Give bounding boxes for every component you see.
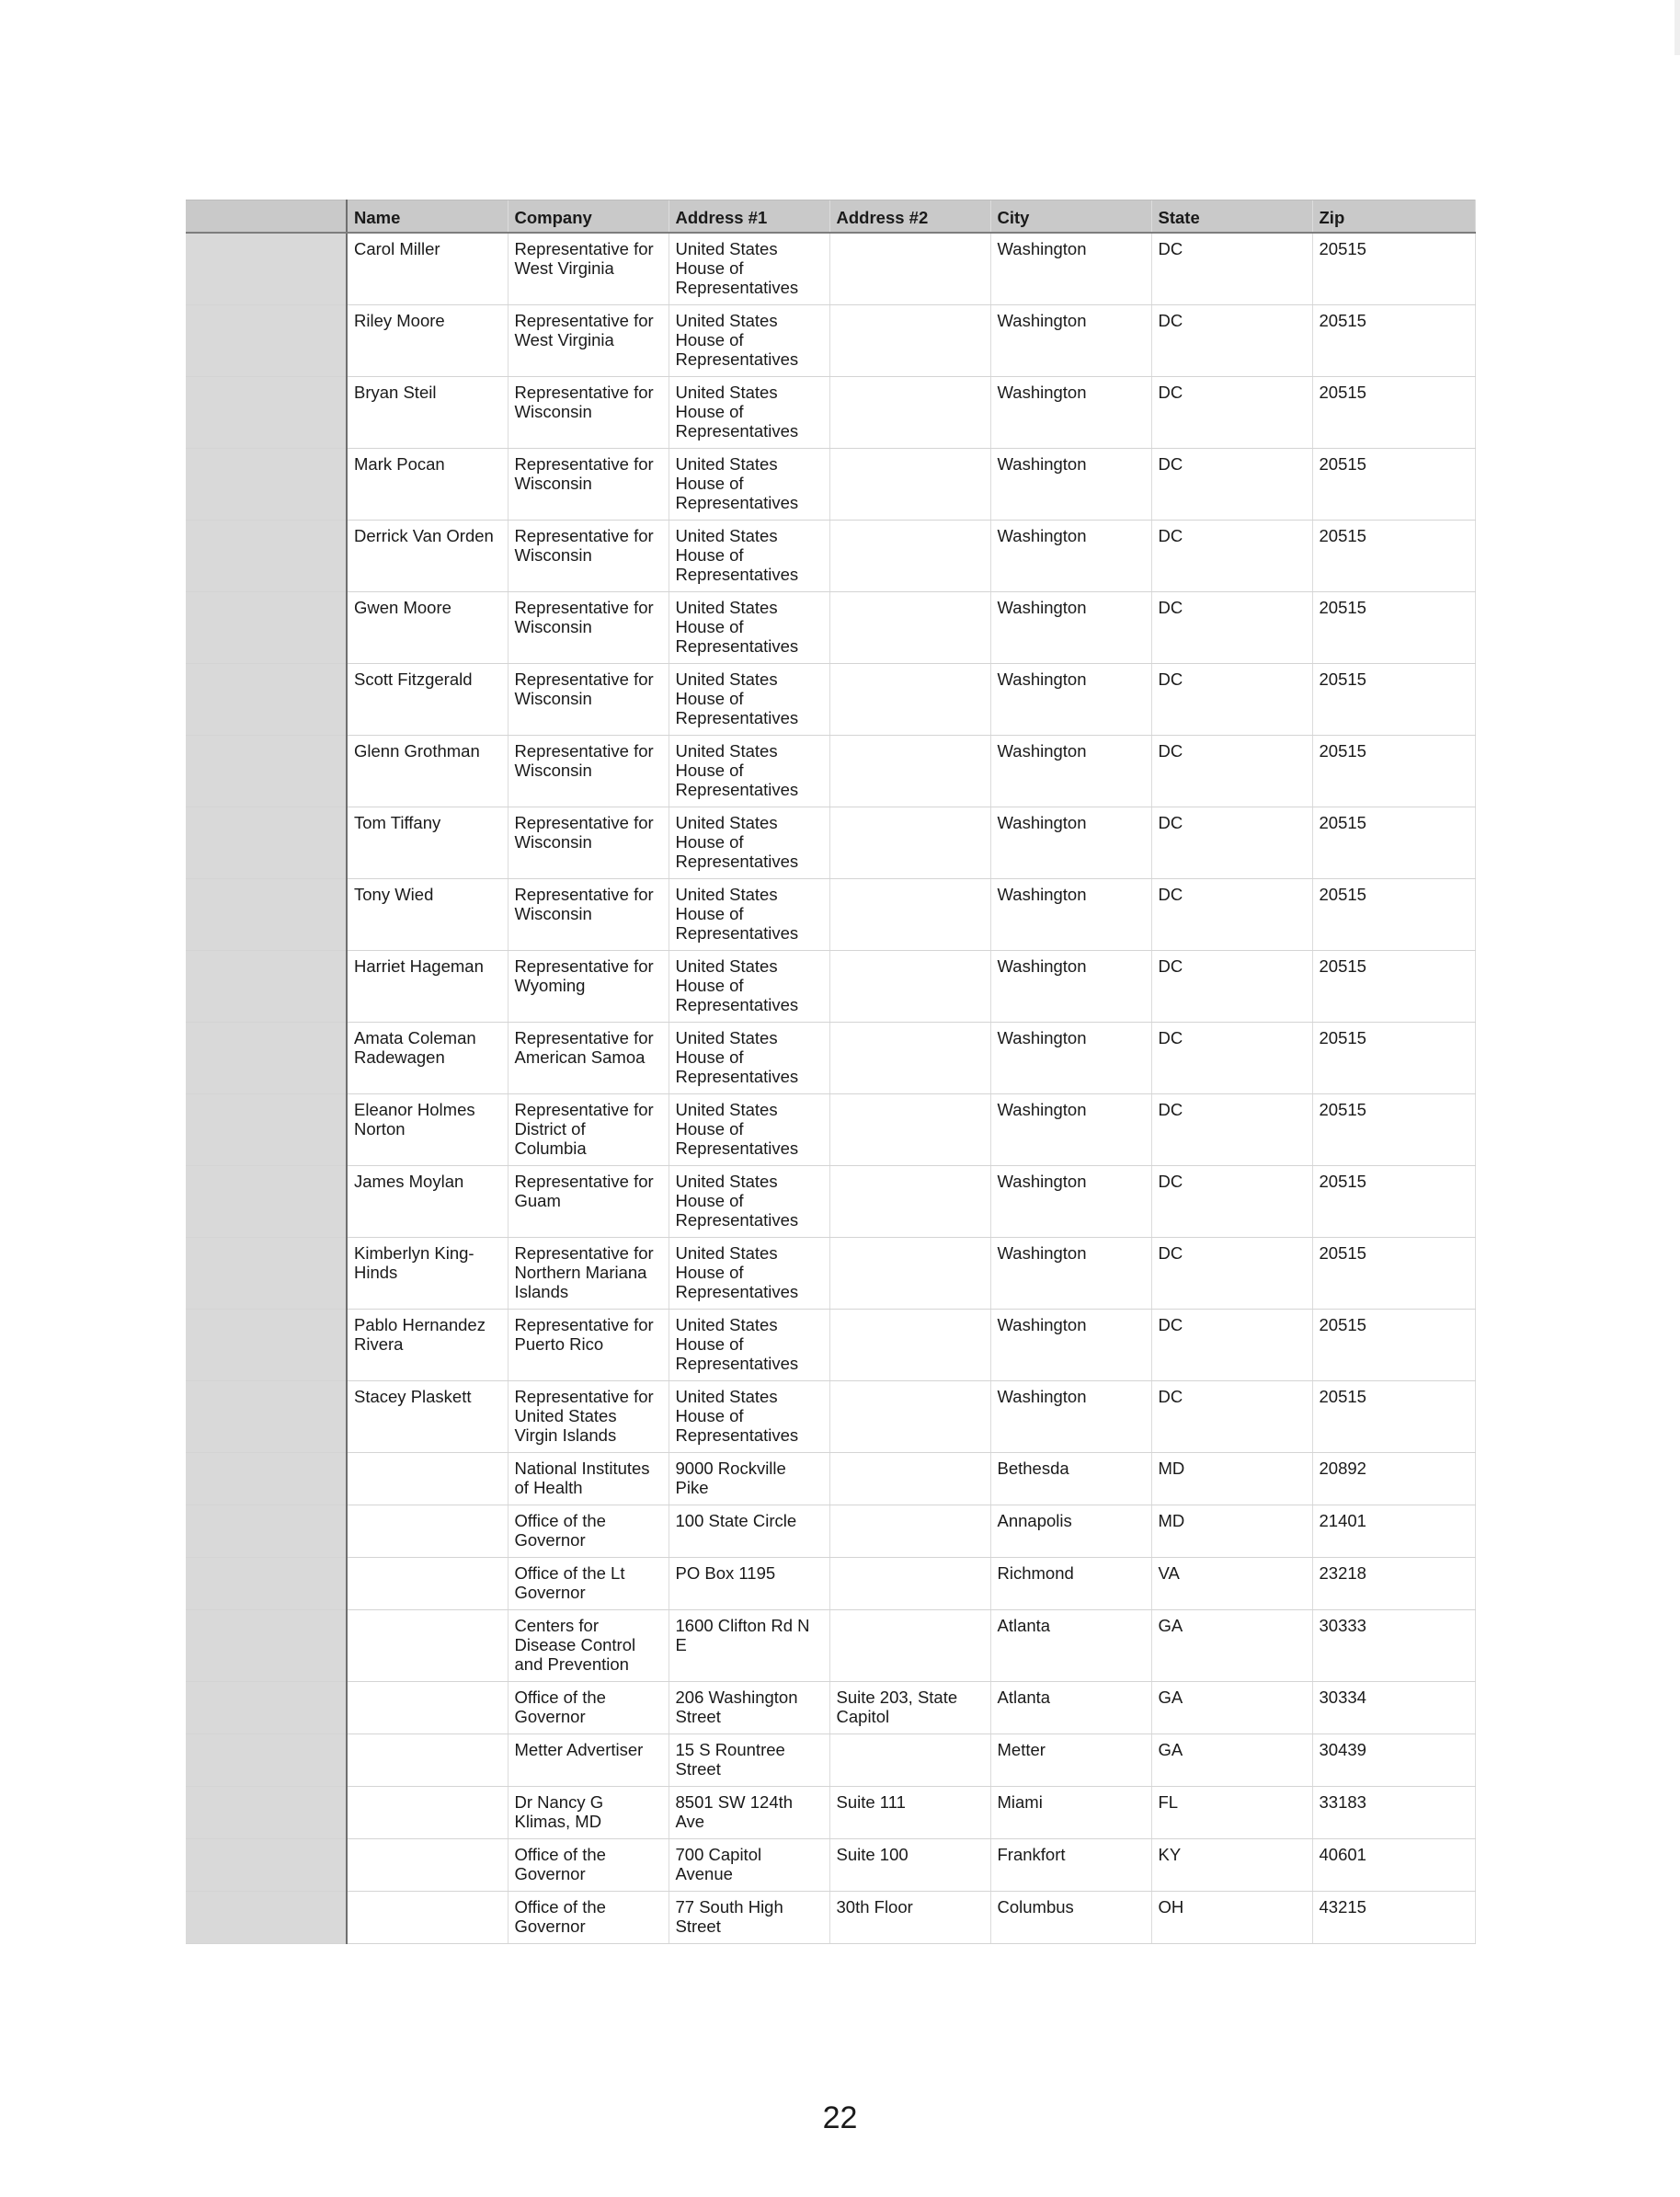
cell-address2: 30th Floor (829, 1892, 990, 1944)
cell-address1: United States House of Representatives (669, 736, 829, 807)
cell-address1: 100 State Circle (669, 1505, 829, 1558)
cell-name (347, 1505, 508, 1558)
cell-address1: 9000 Rockville Pike (669, 1453, 829, 1505)
header-city: City (990, 200, 1151, 234)
cell-company: Representative for District of Columbia (508, 1094, 669, 1166)
header-row (186, 200, 1475, 234)
cell-city: Miami (990, 1787, 1151, 1839)
cell-address1: 700 Capitol Avenue (669, 1839, 829, 1892)
header-name: Name (347, 200, 508, 234)
table-row (186, 1682, 1475, 1734)
cell-address2 (829, 1094, 990, 1166)
cell-name (347, 1558, 508, 1610)
cell-state: DC (1151, 1310, 1312, 1381)
cell-company: Office of the Governor (508, 1682, 669, 1734)
header-address2: Address #2 (829, 200, 990, 234)
row-header-cell (186, 1453, 347, 1505)
cell-zip: 20515 (1312, 377, 1475, 449)
row-header-cell (186, 1505, 347, 1558)
cell-name: Kimberlyn King-Hinds (347, 1238, 508, 1310)
cell-name: Derrick Van Orden (347, 521, 508, 592)
cell-zip: 20515 (1312, 1166, 1475, 1238)
cell-address1: United States House of Representatives (669, 879, 829, 951)
cell-city: Washington (990, 449, 1151, 521)
cell-address2 (829, 664, 990, 736)
page-edge-mark (1674, 0, 1680, 55)
cell-state: GA (1151, 1610, 1312, 1682)
table-row (186, 1892, 1475, 1944)
cell-company: Representative for United States Virgin Islands (508, 1381, 669, 1453)
cell-state: MD (1151, 1505, 1312, 1558)
cell-zip: 20515 (1312, 879, 1475, 951)
row-header-cell (186, 1839, 347, 1892)
table-row (186, 664, 1475, 736)
cell-name: Eleanor Holmes Norton (347, 1094, 508, 1166)
cell-zip: 20515 (1312, 233, 1475, 305)
cell-address1: United States House of Representatives (669, 1238, 829, 1310)
cell-state: DC (1151, 951, 1312, 1023)
table-row (186, 233, 1475, 305)
table-row (186, 449, 1475, 521)
cell-city: Frankfort (990, 1839, 1151, 1892)
cell-name (347, 1892, 508, 1944)
cell-address1: United States House of Representatives (669, 377, 829, 449)
cell-zip: 33183 (1312, 1787, 1475, 1839)
cell-name: Gwen Moore (347, 592, 508, 664)
cell-address2 (829, 233, 990, 305)
cell-address2 (829, 449, 990, 521)
cell-name (347, 1734, 508, 1787)
cell-state: GA (1151, 1682, 1312, 1734)
cell-name (347, 1682, 508, 1734)
cell-city: Washington (990, 736, 1151, 807)
cell-company: Representative for Wisconsin (508, 592, 669, 664)
cell-name: James Moylan (347, 1166, 508, 1238)
row-header-cell (186, 1892, 347, 1944)
cell-company: Representative for Puerto Rico (508, 1310, 669, 1381)
cell-city: Washington (990, 521, 1151, 592)
cell-address1: 15 S Rountree Street (669, 1734, 829, 1787)
table-row (186, 1558, 1475, 1610)
cell-city: Washington (990, 305, 1151, 377)
cell-name (347, 1453, 508, 1505)
row-header-cell (186, 736, 347, 807)
cell-city: Washington (990, 1381, 1151, 1453)
table-row (186, 1310, 1475, 1381)
cell-state: DC (1151, 1238, 1312, 1310)
row-header-cell (186, 521, 347, 592)
cell-address2 (829, 1166, 990, 1238)
cell-name: Scott Fitzgerald (347, 664, 508, 736)
table-body (186, 233, 1475, 1944)
cell-address1: 1600 Clifton Rd N E (669, 1610, 829, 1682)
row-header-cell (186, 592, 347, 664)
table-row (186, 1094, 1475, 1166)
cell-zip: 20515 (1312, 449, 1475, 521)
cell-state: DC (1151, 592, 1312, 664)
table-row (186, 1839, 1475, 1892)
cell-company: Representative for Wisconsin (508, 521, 669, 592)
cell-company: Representative for Wisconsin (508, 736, 669, 807)
table-row (186, 521, 1475, 592)
cell-zip: 20515 (1312, 521, 1475, 592)
cell-address2 (829, 521, 990, 592)
cell-zip: 20515 (1312, 807, 1475, 879)
cell-company: Centers for Disease Control and Prevention (508, 1610, 669, 1682)
cell-address2 (829, 1238, 990, 1310)
cell-city: Richmond (990, 1558, 1151, 1610)
cell-address2 (829, 1734, 990, 1787)
cell-company: Representative for Northern Mariana Islands (508, 1238, 669, 1310)
row-header-corner (186, 200, 347, 234)
cell-address1: United States House of Representatives (669, 1310, 829, 1381)
cell-address1: United States House of Representatives (669, 951, 829, 1023)
cell-address1: 206 Washington Street (669, 1682, 829, 1734)
cell-city: Washington (990, 1310, 1151, 1381)
row-header-cell (186, 1310, 347, 1381)
cell-name (347, 1610, 508, 1682)
cell-city: Metter (990, 1734, 1151, 1787)
cell-state: KY (1151, 1839, 1312, 1892)
cell-state: DC (1151, 449, 1312, 521)
cell-name: Riley Moore (347, 305, 508, 377)
cell-address1: United States House of Representatives (669, 664, 829, 736)
cell-address2 (829, 1558, 990, 1610)
cell-company: National Institutes of Health (508, 1453, 669, 1505)
cell-company: Representative for Wisconsin (508, 807, 669, 879)
address-table (186, 200, 1476, 1944)
row-header-cell (186, 1094, 347, 1166)
cell-company: Representative for Wisconsin (508, 449, 669, 521)
header-zip: Zip (1312, 200, 1475, 234)
cell-state: DC (1151, 1166, 1312, 1238)
cell-address2 (829, 951, 990, 1023)
cell-company: Office of the Governor (508, 1839, 669, 1892)
cell-state: DC (1151, 736, 1312, 807)
table-row (186, 1166, 1475, 1238)
cell-zip: 21401 (1312, 1505, 1475, 1558)
cell-city: Washington (990, 951, 1151, 1023)
table-row (186, 807, 1475, 879)
row-header-cell (186, 879, 347, 951)
cell-company: Representative for Wisconsin (508, 377, 669, 449)
cell-city: Columbus (990, 1892, 1151, 1944)
cell-address2 (829, 1453, 990, 1505)
header-address1: Address #1 (669, 200, 829, 234)
cell-state: GA (1151, 1734, 1312, 1787)
cell-city: Washington (990, 664, 1151, 736)
cell-state: FL (1151, 1787, 1312, 1839)
cell-state: DC (1151, 305, 1312, 377)
cell-name: Mark Pocan (347, 449, 508, 521)
cell-address1: United States House of Representatives (669, 592, 829, 664)
table-row (186, 377, 1475, 449)
cell-city: Washington (990, 1238, 1151, 1310)
cell-zip: 40601 (1312, 1839, 1475, 1892)
cell-name: Carol Miller (347, 233, 508, 305)
cell-address1: 8501 SW 124th Ave (669, 1787, 829, 1839)
cell-name: Pablo Hernandez Rivera (347, 1310, 508, 1381)
row-header-cell (186, 1610, 347, 1682)
row-header-cell (186, 951, 347, 1023)
cell-state: DC (1151, 1023, 1312, 1094)
cell-address1: United States House of Representatives (669, 1023, 829, 1094)
table-row (186, 1610, 1475, 1682)
cell-city: Washington (990, 377, 1151, 449)
cell-address2 (829, 736, 990, 807)
cell-zip: 30333 (1312, 1610, 1475, 1682)
table-row (186, 1453, 1475, 1505)
cell-name: Glenn Grothman (347, 736, 508, 807)
cell-address2 (829, 1310, 990, 1381)
cell-zip: 20515 (1312, 592, 1475, 664)
row-header-cell (186, 377, 347, 449)
cell-city: Washington (990, 233, 1151, 305)
cell-zip: 30439 (1312, 1734, 1475, 1787)
cell-state: DC (1151, 664, 1312, 736)
cell-zip: 20515 (1312, 736, 1475, 807)
row-header-cell (186, 1558, 347, 1610)
header-company: Company (508, 200, 669, 234)
row-header-cell (186, 1734, 347, 1787)
cell-city: Washington (990, 592, 1151, 664)
row-header-cell (186, 233, 347, 305)
cell-company: Office of the Governor (508, 1892, 669, 1944)
table-row (186, 1023, 1475, 1094)
table-row (186, 1505, 1475, 1558)
cell-address1: United States House of Representatives (669, 449, 829, 521)
cell-address1: United States House of Representatives (669, 1381, 829, 1453)
cell-zip: 30334 (1312, 1682, 1475, 1734)
cell-zip: 20515 (1312, 1238, 1475, 1310)
cell-state: DC (1151, 233, 1312, 305)
cell-city: Washington (990, 1166, 1151, 1238)
cell-name: Bryan Steil (347, 377, 508, 449)
cell-city: Washington (990, 1094, 1151, 1166)
cell-address2: Suite 111 (829, 1787, 990, 1839)
cell-address1: United States House of Representatives (669, 521, 829, 592)
cell-company: Representative for Wyoming (508, 951, 669, 1023)
cell-address1: United States House of Representatives (669, 233, 829, 305)
cell-address2 (829, 592, 990, 664)
cell-city: Washington (990, 1023, 1151, 1094)
cell-state: DC (1151, 1381, 1312, 1453)
table-row (186, 1787, 1475, 1839)
cell-address1: 77 South High Street (669, 1892, 829, 1944)
cell-zip: 43215 (1312, 1892, 1475, 1944)
cell-company: Representative for West Virginia (508, 305, 669, 377)
cell-address1: United States House of Representatives (669, 807, 829, 879)
cell-name (347, 1839, 508, 1892)
row-header-cell (186, 664, 347, 736)
cell-address1: United States House of Representatives (669, 1166, 829, 1238)
row-header-cell (186, 1166, 347, 1238)
cell-company: Representative for Wisconsin (508, 664, 669, 736)
table-row (186, 951, 1475, 1023)
row-header-cell (186, 807, 347, 879)
cell-address2 (829, 807, 990, 879)
cell-zip: 20515 (1312, 1023, 1475, 1094)
cell-city: Annapolis (990, 1505, 1151, 1558)
cell-address1: PO Box 1195 (669, 1558, 829, 1610)
cell-company: Representative for West Virginia (508, 233, 669, 305)
cell-company: Dr Nancy G Klimas, MD (508, 1787, 669, 1839)
table-row (186, 592, 1475, 664)
cell-state: DC (1151, 377, 1312, 449)
cell-state: DC (1151, 879, 1312, 951)
cell-address1: United States House of Representatives (669, 1094, 829, 1166)
cell-zip: 20515 (1312, 664, 1475, 736)
cell-address2: Suite 100 (829, 1839, 990, 1892)
cell-state: DC (1151, 807, 1312, 879)
cell-zip: 23218 (1312, 1558, 1475, 1610)
cell-company: Office of the Governor (508, 1505, 669, 1558)
row-header-cell (186, 1682, 347, 1734)
cell-zip: 20515 (1312, 951, 1475, 1023)
cell-address1: United States House of Representatives (669, 305, 829, 377)
table-row (186, 736, 1475, 807)
row-header-cell (186, 1381, 347, 1453)
cell-address2 (829, 879, 990, 951)
cell-zip: 20515 (1312, 1094, 1475, 1166)
cell-state: VA (1151, 1558, 1312, 1610)
cell-address2: Suite 203, State Capitol (829, 1682, 990, 1734)
cell-state: DC (1151, 1094, 1312, 1166)
cell-city: Atlanta (990, 1682, 1151, 1734)
cell-company: Representative for American Samoa (508, 1023, 669, 1094)
cell-name: Tom Tiffany (347, 807, 508, 879)
row-header-cell (186, 1023, 347, 1094)
cell-address2 (829, 305, 990, 377)
cell-company: Metter Advertiser (508, 1734, 669, 1787)
cell-company: Representative for Guam (508, 1166, 669, 1238)
row-header-cell (186, 1787, 347, 1839)
cell-zip: 20515 (1312, 1310, 1475, 1381)
cell-city: Bethesda (990, 1453, 1151, 1505)
cell-name: Stacey Plaskett (347, 1381, 508, 1453)
page-number: 22 (822, 2100, 858, 2135)
table-row (186, 879, 1475, 951)
cell-address2 (829, 1023, 990, 1094)
cell-city: Washington (990, 807, 1151, 879)
cell-city: Atlanta (990, 1610, 1151, 1682)
cell-address2 (829, 1381, 990, 1453)
cell-company: Representative for Wisconsin (508, 879, 669, 951)
row-header-cell (186, 305, 347, 377)
cell-city: Washington (990, 879, 1151, 951)
cell-zip: 20515 (1312, 305, 1475, 377)
cell-zip: 20892 (1312, 1453, 1475, 1505)
header-state: State (1151, 200, 1312, 234)
table-row (186, 1238, 1475, 1310)
cell-state: DC (1151, 521, 1312, 592)
table-row (186, 1734, 1475, 1787)
cell-state: OH (1151, 1892, 1312, 1944)
cell-state: MD (1151, 1453, 1312, 1505)
row-header-cell (186, 449, 347, 521)
table-row (186, 1381, 1475, 1453)
cell-name: Tony Wied (347, 879, 508, 951)
cell-name (347, 1787, 508, 1839)
cell-name: Harriet Hageman (347, 951, 508, 1023)
cell-address2 (829, 377, 990, 449)
cell-company: Office of the Lt Governor (508, 1558, 669, 1610)
cell-name: Amata Coleman Radewagen (347, 1023, 508, 1094)
table-row (186, 305, 1475, 377)
cell-zip: 20515 (1312, 1381, 1475, 1453)
row-header-cell (186, 1238, 347, 1310)
cell-address2 (829, 1610, 990, 1682)
cell-address2 (829, 1505, 990, 1558)
